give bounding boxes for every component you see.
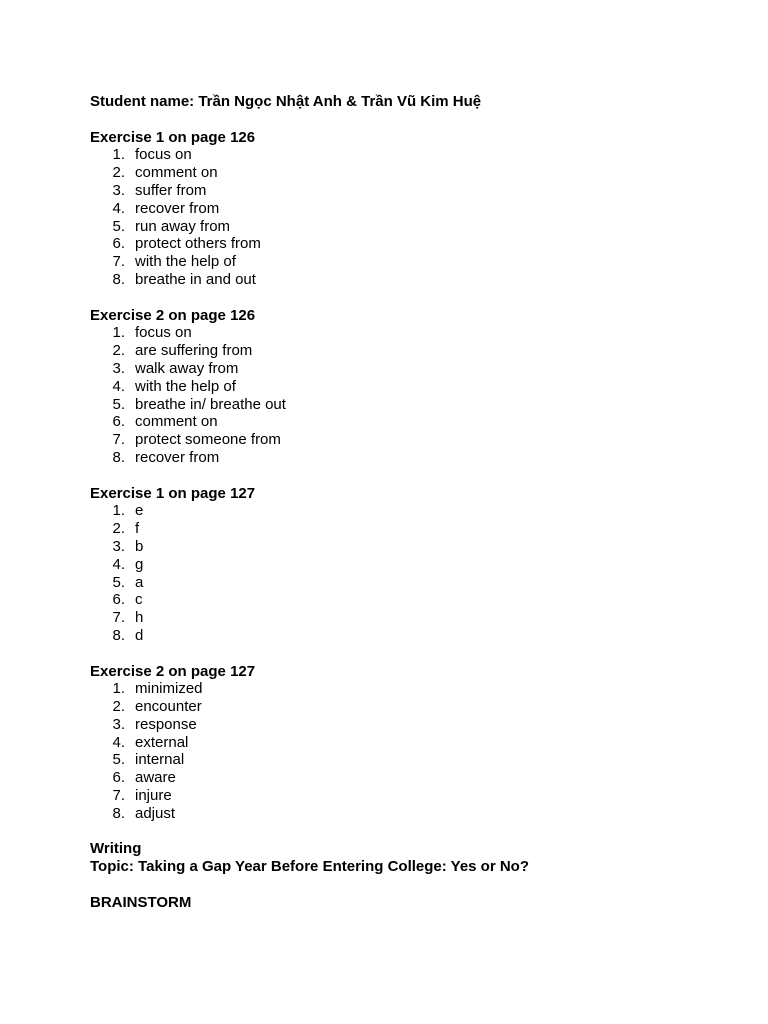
list-item-number: 6. [112,413,125,431]
list-item-text: recover from [135,448,220,466]
list-item [90,182,710,200]
list-item-number: 8. [112,804,125,822]
list-item-number: 7. [112,431,125,449]
list-item-number: 2. [112,698,125,716]
list-item-number: 1. [112,324,125,342]
list-item-text: internal [135,751,185,769]
list-item-number: 8. [112,626,125,644]
list-item-number: 4. [112,199,125,217]
list-item-number: 2. [112,520,125,538]
list-item [90,805,710,823]
list-item [90,146,710,164]
list-item-number: 4. [112,377,125,395]
list-item-text: b [135,537,144,555]
spacer [90,289,710,307]
list-item-text: encounter [135,698,202,716]
exercise-heading: Exercise 1 on page 126 [90,128,256,146]
spacer [90,467,710,485]
list-item [90,520,710,538]
list-item-text: comment on [135,164,218,182]
list-item-number: 6. [112,769,125,787]
list-item [90,396,710,414]
list-item-text: recover from [135,199,220,217]
list-item-text: protect someone from [135,431,281,449]
list-item-text: e [135,502,144,520]
list-item [90,164,710,182]
list-item-number: 7. [112,787,125,805]
list-item-text: external [135,733,189,751]
list-item-text: comment on [135,413,218,431]
list-item-number: 6. [112,235,125,253]
exercise-heading: Exercise 1 on page 127 [90,484,256,502]
document-page [90,93,710,912]
list-item-text: g [135,555,144,573]
list-item-number: 7. [112,253,125,271]
student-name-line: Student name: Trần Ngọc Nhật Anh & Trần Vũ Kim Huệ [90,93,482,110]
list-item-text: with the help of [135,253,236,271]
list-item-text: are suffering from [135,342,253,360]
list-item-text: response [135,715,197,733]
spacer [90,876,710,894]
list-item-text: injure [135,787,172,805]
list-item-text: f [135,520,140,538]
list-item [90,556,710,574]
list-item-text: focus on [135,146,192,164]
list-item-text: aware [135,769,176,787]
list-item [90,342,710,360]
list-item-text: breathe in and out [135,270,256,288]
list-item-number: 5. [112,217,125,235]
list-item [90,324,710,342]
list-item [90,271,710,289]
writing-heading: Writing [90,840,142,858]
list-item-number: 5. [112,751,125,769]
exercise-sections [90,129,710,841]
list-item [90,591,710,609]
list-item-number: 7. [112,609,125,627]
list-item [90,698,710,716]
list-item-number: 5. [112,573,125,591]
exercise-heading: Exercise 2 on page 127 [90,662,256,680]
list-item-number: 3. [112,359,125,377]
list-item-text: run away from [135,217,231,235]
list-item-number: 8. [112,270,125,288]
list-item [90,751,710,769]
list-item-number: 1. [112,680,125,698]
list-item-text: h [135,609,144,627]
writing-topic: Topic: Taking a Gap Year Before Entering College: Yes or No? [90,858,529,876]
brainstorm-heading: BRAINSTORM [90,893,192,911]
spacer [90,645,710,663]
list-item-number: 6. [112,591,125,609]
exercise-heading: Exercise 2 on page 126 [90,306,256,324]
list-item [90,200,710,218]
list-item [90,769,710,787]
list-item-text: adjust [135,804,176,822]
list-item [90,609,710,627]
list-item-number: 3. [112,715,125,733]
list-item [90,734,710,752]
list-item-number: 3. [112,181,125,199]
list-item [90,413,710,431]
list-item-text: protect others from [135,235,261,253]
answer-list [90,680,710,822]
list-item [90,360,710,378]
spacer [90,823,710,841]
list-item [90,680,710,698]
list-item [90,574,710,592]
list-item [90,502,710,520]
list-item [90,787,710,805]
list-item-text: walk away from [135,359,239,377]
list-item-number: 1. [112,146,125,164]
list-item-number: 5. [112,395,125,413]
answer-list [90,502,710,644]
list-item [90,218,710,236]
list-item-number: 8. [112,448,125,466]
list-item-number: 1. [112,502,125,520]
list-item-text: a [135,573,144,591]
list-item-number: 4. [112,733,125,751]
list-item [90,235,710,253]
list-item [90,449,710,467]
list-item [90,253,710,271]
answer-list [90,146,710,288]
list-item [90,538,710,556]
list-item-text: with the help of [135,377,236,395]
list-item [90,378,710,396]
list-item-text: suffer from [135,181,207,199]
list-item-text: d [135,626,144,644]
list-item-number: 2. [112,342,125,360]
list-item-text: breathe in/ breathe out [135,395,286,413]
list-item-number: 4. [112,555,125,573]
list-item [90,716,710,734]
list-item-text: c [135,591,143,609]
list-item [90,431,710,449]
list-item-text: focus on [135,324,192,342]
list-item-text: minimized [135,680,203,698]
list-item [90,627,710,645]
answer-list [90,324,710,466]
list-item-number: 3. [112,537,125,555]
list-item-number: 2. [112,164,125,182]
spacer [90,111,710,129]
